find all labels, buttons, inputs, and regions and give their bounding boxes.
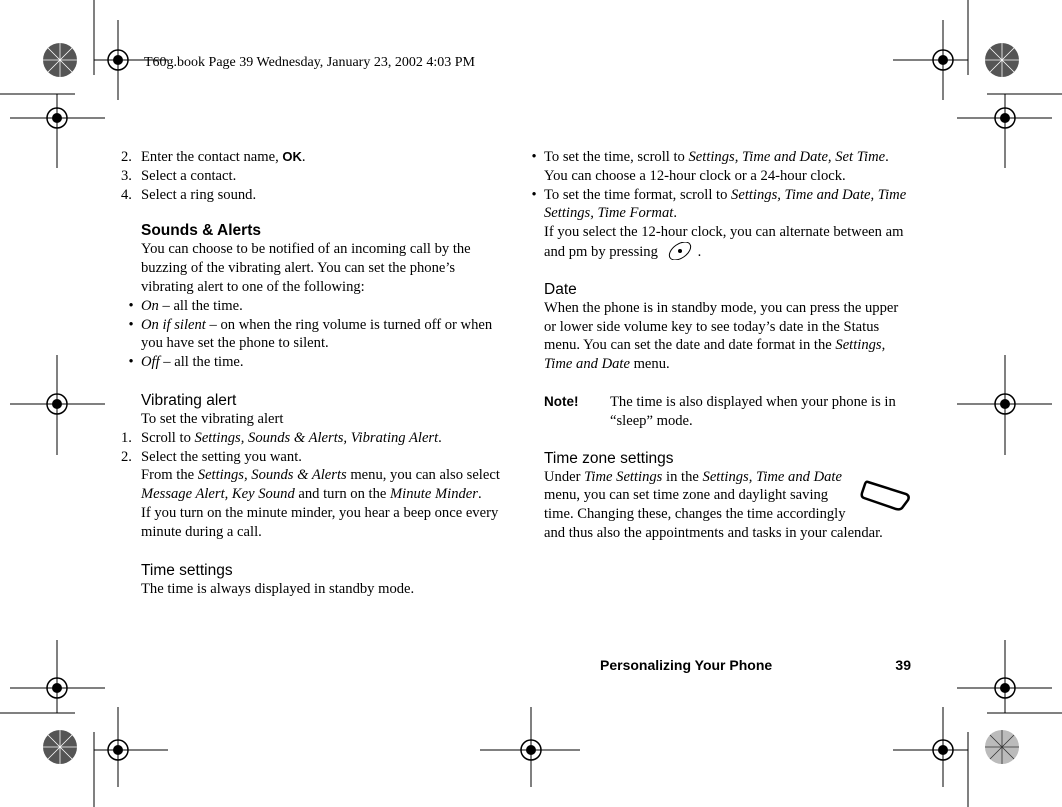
- date-heading: Date: [544, 280, 577, 298]
- set-time-bullet: • To set the time, scroll to Settings, Time and Date, Set Time. You can choose a 12-hour clock or a 24-hour clock.: [531, 149, 889, 184]
- navigation-key-icon: [666, 242, 694, 260]
- time-zone-heading: Time zone settings: [544, 449, 674, 467]
- vibrating-from-text: From the Settings, Sounds & Alerts menu, you can also select Message Alert, Key Sound and turn on the Minute Minder.: [141, 467, 500, 503]
- vibrating-intro: To set the vibrating alert: [141, 410, 284, 427]
- step-3: 3. Select a contact.: [121, 167, 237, 184]
- time-settings-text: The time is always displayed in standby mode.: [141, 580, 415, 597]
- note-label: Note!: [544, 393, 579, 409]
- phone-keypad-icon: [860, 476, 912, 512]
- left-column: [121, 148, 511, 598]
- page-footer: [600, 657, 911, 673]
- ok-key-label: OK: [282, 149, 302, 164]
- note-box: [524, 393, 914, 431]
- time-zone-text: Under Time Settings in the Settings, Time and Date menu, you can set time zone and daylight saving time. Changing these, changes the time accordingly and thus also the appointments and tasks in your calendar.: [544, 468, 883, 541]
- option-on-if-silent: • On if silent – on when the ring volume is turned off or when you have set the phone to silent.: [128, 316, 493, 352]
- page-number: 39: [895, 657, 911, 673]
- sounds-intro: You can choose to be notified of an incoming call by the buzzing of the vibrating alert. You can set the phone’s vibrating alert to one of the following:: [141, 241, 471, 295]
- time-settings-heading: Time settings: [141, 561, 233, 579]
- right-column: [524, 148, 914, 543]
- time-format-bullet: • To set the time format, scroll to Settings, Time and Date, Time Settings, Time Format. If you select the 12-hour clock, you can alternate between am and pm by pressing .: [524, 186, 914, 262]
- date-text: When the phone is in standby mode, you can press the upper or lower side volume key to see today’s date in the Status menu. You can set the date and date format in the Settings, Time and Date menu.: [544, 299, 899, 373]
- sounds-alerts-heading: Sounds & Alerts: [141, 222, 261, 240]
- footer-title: Personalizing Your Phone: [600, 657, 773, 673]
- minute-minder-text: If you turn on the minute minder, you hear a beep once every minute during a call.: [141, 504, 499, 540]
- vibrating-step-2: 2. Select the setting you want.: [121, 448, 302, 465]
- option-off: • Off – all the time.: [128, 354, 244, 371]
- step-2: 2. Enter the contact name, OK.: [121, 149, 306, 165]
- vibrating-step-1: 1. Scroll to Settings, Sounds & Alerts, Vibrating Alert.: [121, 429, 442, 446]
- file-info-header: T60g.book Page 39 Wednesday, January 23, 2002 4:03 PM: [144, 55, 475, 70]
- note-text: The time is also displayed when your phone is in “sleep” mode.: [610, 393, 896, 429]
- option-on: • On – all the time.: [128, 297, 243, 314]
- vibrating-alert-heading: Vibrating alert: [141, 391, 237, 409]
- step-4: 4. Select a ring sound.: [121, 186, 257, 203]
